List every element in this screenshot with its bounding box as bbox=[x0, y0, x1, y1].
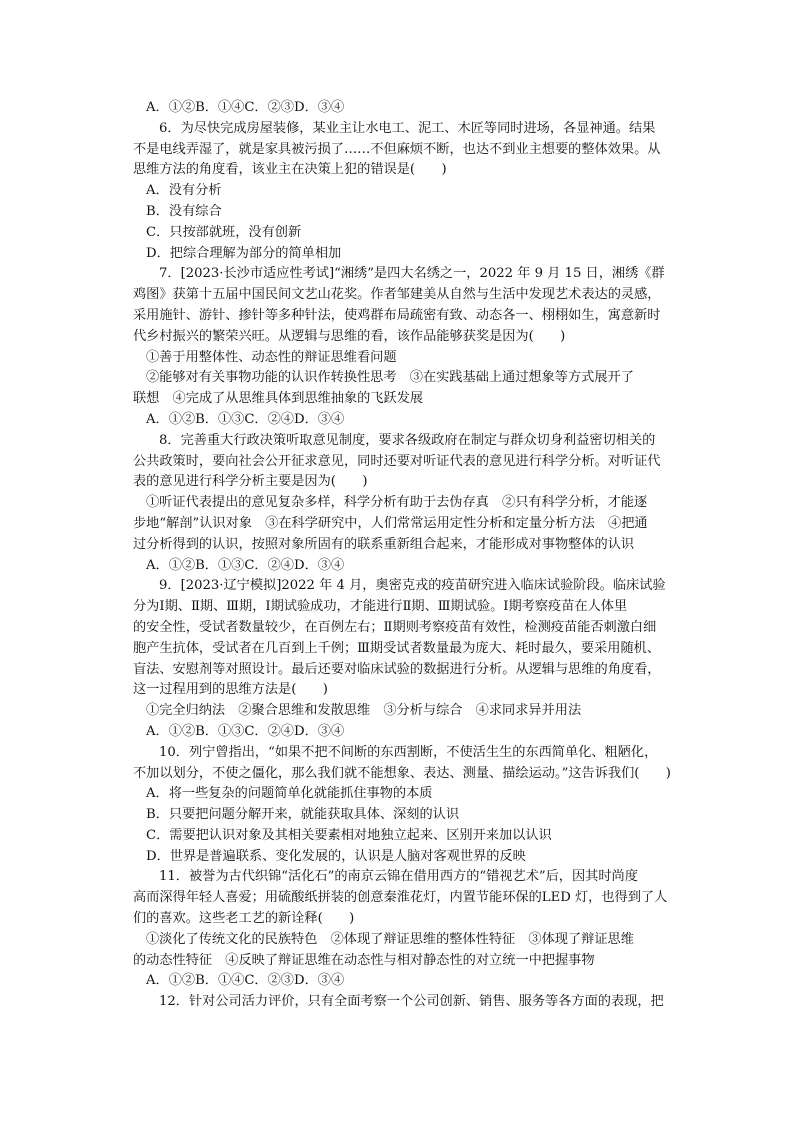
q7-stem-line-4: 代乡村振兴的繁荣兴旺。从逻辑与思维的看，该作品能够获奖是因为( ) bbox=[133, 328, 566, 344]
document-body bbox=[133, 98, 678, 1013]
q5-answer-options: A．①②B．①④C．②③D．③④ bbox=[146, 100, 345, 115]
q6-option-c: C．只按部就班，没有创新 bbox=[146, 224, 302, 240]
q11-statement-3-4: 的动态性特征 ④反映了辩证思维在动态性与相对静态性的对立统一中把握事物 bbox=[133, 952, 595, 968]
q9-stem-line-6: 这一过程用到的思维方法是( ) bbox=[133, 682, 328, 698]
q11-stem-line-2: 高而深得年轻人喜爱；用硫酸纸拼装的创意秦淮花灯，内置节能环保的LED 灯，也得到了人 bbox=[133, 890, 668, 906]
q10-option-d: D．世界是普遍联系、变化发展的，认识是人脑对客观世界的反映 bbox=[146, 848, 526, 864]
q9-stem-line-5: 盲法、安慰剂等对照设计。最后还要对临床试验的数据进行分析。从逻辑与思维的角度看， bbox=[133, 661, 661, 677]
q10-option-b: B．只要把问题分解开来，就能获取具体、深刻的认识 bbox=[146, 807, 460, 823]
q6-option-d: D．把综合理解为部分的简单相加 bbox=[146, 245, 342, 261]
q9-answer-options: A．①②B．①③C．②④D．③④ bbox=[146, 723, 345, 739]
q7-stem-line-3: 采用施针、游针、掺针等多种针法，使鸡群布局疏密有致、动态各一、栩栩如生，寓意新时 bbox=[133, 307, 661, 323]
q7-stem-line-2: 鸡图》获第十五届中国民间文艺山花奖。作者邹建美从自然与生活中发现艺术表达的灵感， bbox=[133, 287, 661, 303]
q8-statement-2-4: 步地“解剖”认识对象 ③在科学研究中，人们常常运用定性分析和定量分析方法 ④把通 bbox=[133, 515, 648, 531]
q10-option-a: A．将一些复杂的问题简单化就能抓住事物的本质 bbox=[146, 786, 433, 802]
q8-stem-line-3: 表的意见进行科学分析主要是因为( ) bbox=[133, 474, 368, 490]
q7-statement-1: ①善于用整体性、动态性的辩证思维看问题 bbox=[146, 349, 397, 365]
q9-statements: ①完全归纳法 ②聚合思维和发散思维 ③分析与综合 ④求同求异并用法 bbox=[146, 703, 582, 719]
q8-statement-1-2: ①听证代表提出的意见复杂多样，科学分析有助于去伪存真 ②只有科学分析，才能逐 bbox=[146, 495, 648, 511]
q11-answer-options: A．①②B．①④C．②③D．③④ bbox=[146, 973, 345, 989]
q7-statement-3-4: 联想 ④完成了从思维具体到思维抽象的飞跃发展 bbox=[133, 391, 424, 407]
q9-stem-line-3: 的安全性，受试者数量较少，在百例左右；Ⅱ期则考察疫苗有效性，检测疫苗能否刺激白细 bbox=[133, 619, 657, 635]
q10-stem-line-1: 10．列宁曾指出，“如果不把不间断的东西割断，不使活生生的东西简单化、粗陋化， bbox=[159, 744, 658, 760]
q6-option-a: A．没有分析 bbox=[146, 183, 222, 199]
q6-option-b: B．没有综合 bbox=[146, 203, 222, 219]
q6-stem-line-2: 不是电线弄湿了，就是家具被污损了……不但麻烦不断，也达不到业主想要的整体效果。从 bbox=[133, 141, 661, 157]
q8-stem-line-1: 8．完善重大行政决策听取意见制度，要求各级政府在制定与群众切身利益密切相关的 bbox=[159, 432, 656, 448]
q8-stem-line-2: 公共政策时，要向社会公开征求意见，同时还要对听证代表的意见进行科学分析。对听证代 bbox=[133, 453, 661, 469]
q6-stem-line-3: 思维方法的角度看，该业主在决策上犯的错误是( ) bbox=[133, 162, 447, 178]
q11-statement-1-3: ①淡化了传统文化的民族特色 ②体现了辩证思维的整体性特征 ③体现了辩证思维 bbox=[146, 931, 634, 947]
q7-stem-line-1: 7．[2023·长沙市适应性考试]“湘绣”是四大名绣之一，2022 年 9 月 15 日，湘绣《群 bbox=[159, 266, 665, 282]
q7-answer-options: A．①②B．①③C．②④D．③④ bbox=[146, 411, 345, 427]
q7-statement-2-3: ②能够对有关事物功能的认识作转换性思考 ③在实践基础上通过想象等方式展开了 bbox=[146, 370, 634, 386]
q9-stem-line-1: 9．[2023·辽宁模拟]2022 年 4 月，奥密克戎的疫苗研究进入临床试验阶段。临床试验 bbox=[159, 578, 666, 594]
q11-stem-line-1: 11．被誉为古代织锦“活化石”的南京云锦在借用西方的“错视艺术”后，因其时尚度 bbox=[159, 869, 638, 885]
q6-stem-line-1: 6．为尽快完成房屋装修，某业主让水电工、泥工、木匠等同时进场，各显神通。结果 bbox=[159, 120, 656, 136]
q8-statement-4: 过分析得到的认识，按照对象所固有的联系重新组合起来，才能形成对事物整体的认识 bbox=[133, 536, 635, 552]
q9-stem-line-4: 胞产生抗体，受试者在几百到上千例；Ⅲ期受试者数量最为庞大、耗时最久，要采用随机、 bbox=[133, 640, 661, 656]
q9-stem-line-2: 分为Ⅰ期、Ⅱ期、Ⅲ期，Ⅰ期试验成功，才能进行Ⅱ期、Ⅲ期试验。Ⅰ期考察疫苗在人体里 bbox=[133, 599, 628, 615]
q10-option-c: C．需要把认识对象及其相关要素相对地独立起来、区别开来加以认识 bbox=[146, 827, 552, 843]
q12-stem-line-1: 12．针对公司活力评价，只有全面考察一个公司创新、销售、服务等各方面的表现，把 bbox=[159, 994, 664, 1010]
q11-stem-line-3: 们的喜欢。这些老工艺的新诠释( ) bbox=[133, 911, 355, 927]
q8-answer-options: A．①②B．①③C．②④D．③④ bbox=[146, 557, 345, 573]
q10-stem-line-2: 不加以划分，不使之僵化，那么我们就不能想象、表达、测量、描绘运动。”这告诉我们( ) bbox=[133, 765, 671, 781]
